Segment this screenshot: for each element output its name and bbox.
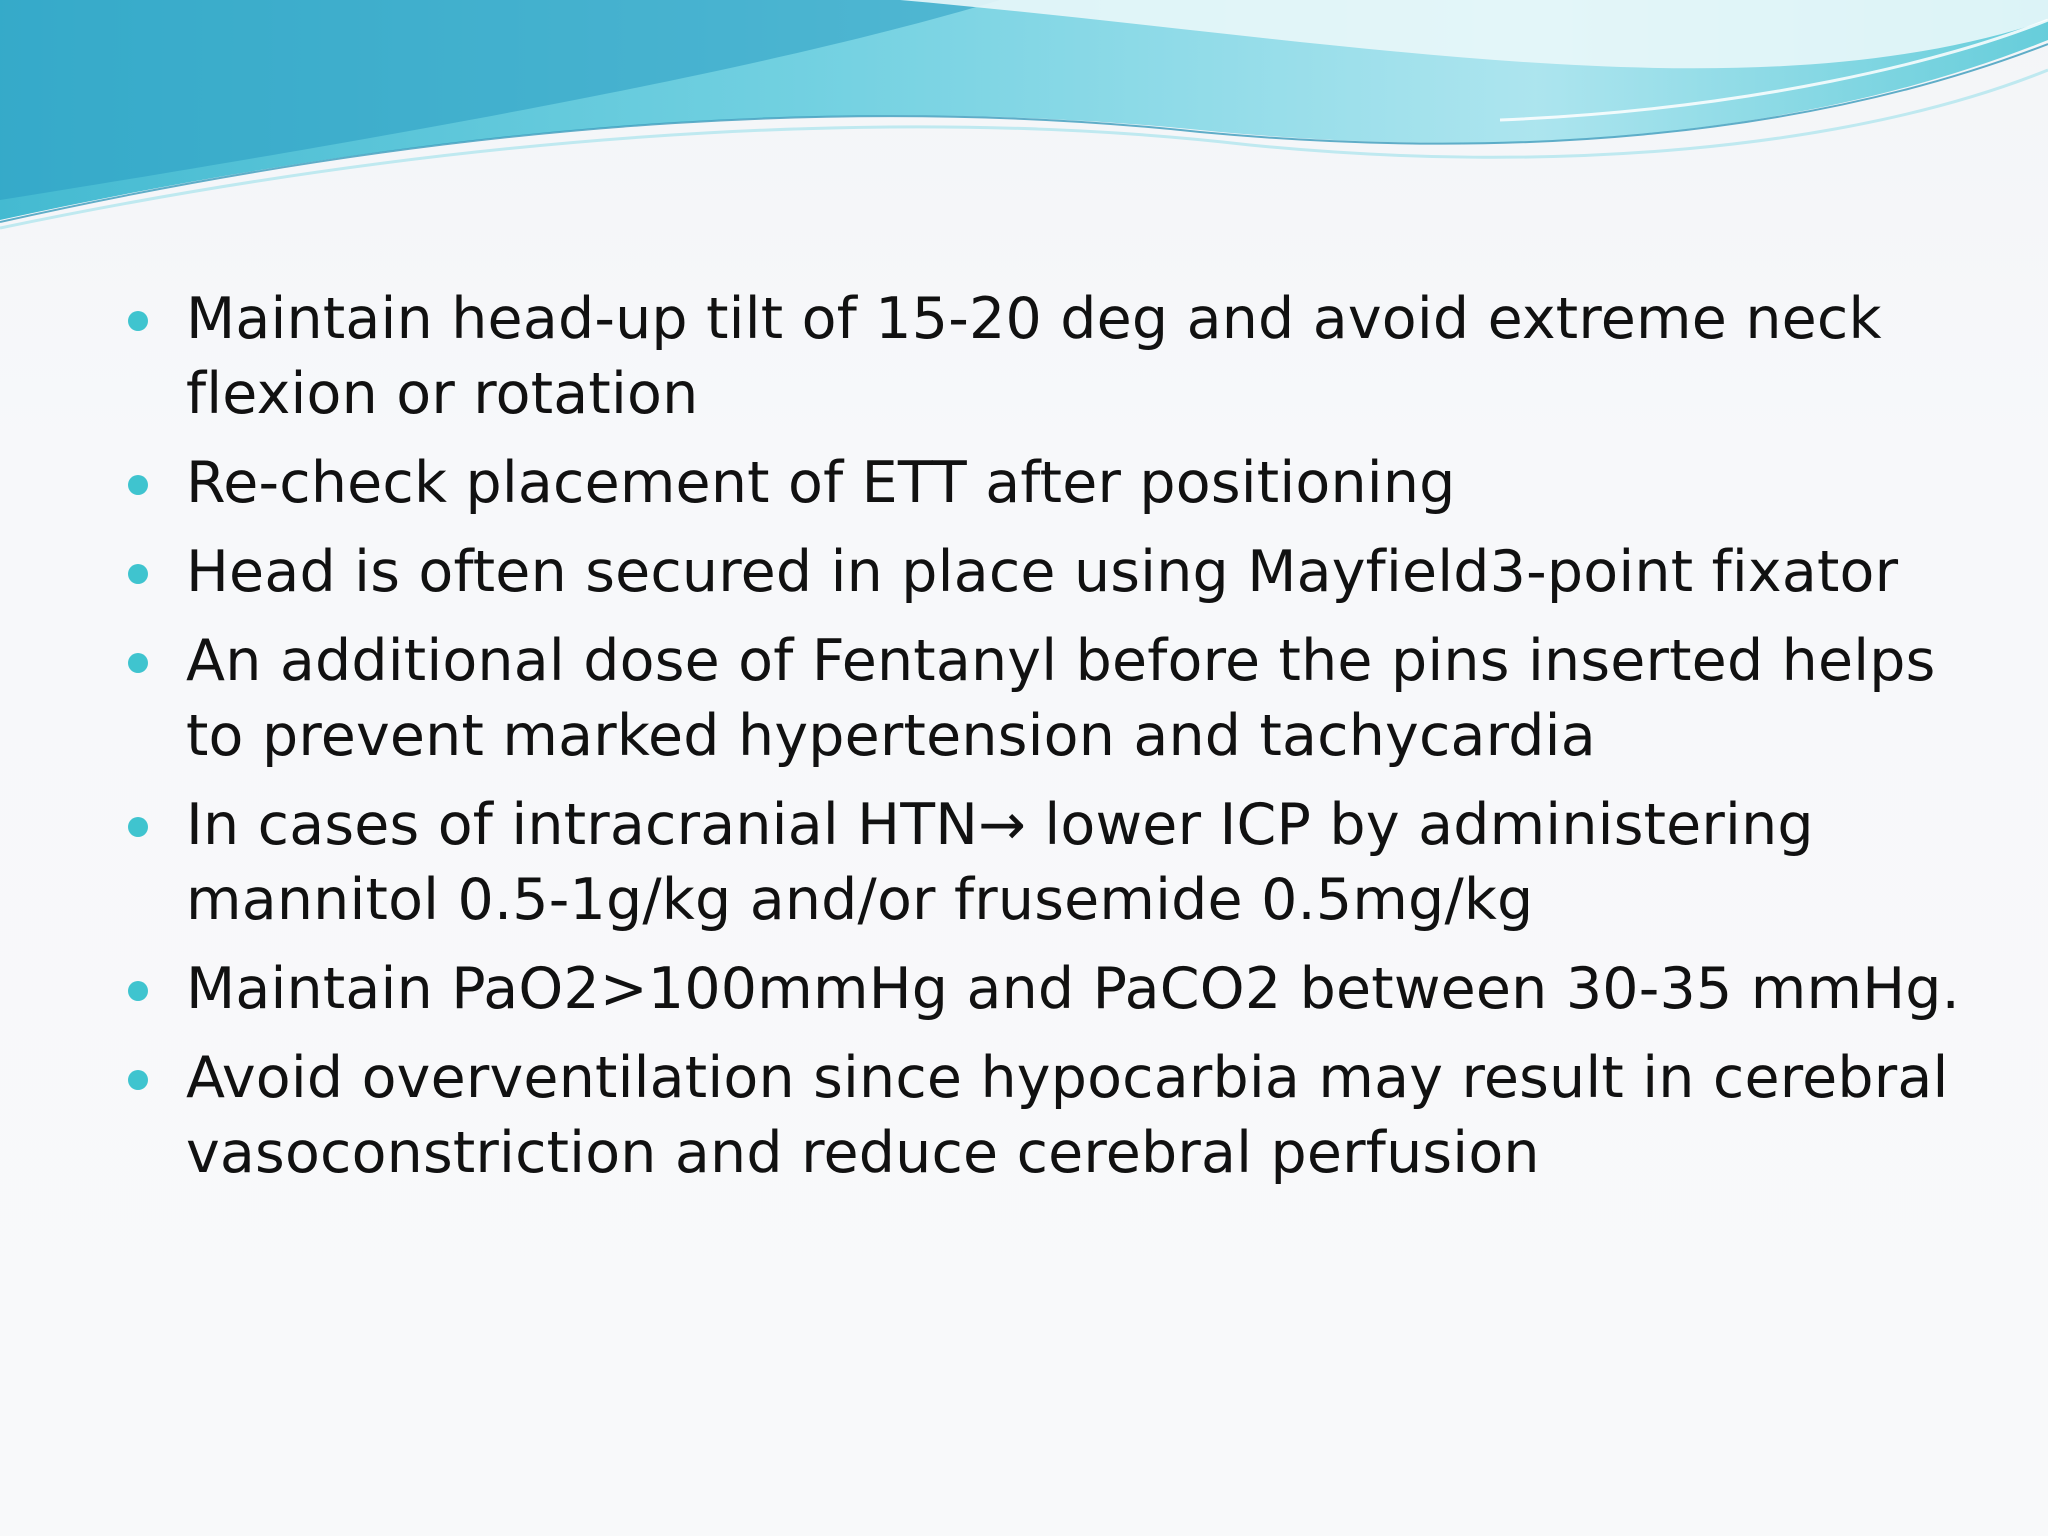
bullet-text: Head is often secured in place using Mayfield3-point fixator xyxy=(186,539,1899,605)
bullet-text: Avoid overventilation since hypocarbia may result in cerebral vasoconstriction and reduce cerebral perfusion xyxy=(186,1045,1949,1186)
bullet-text: Re-check placement of ETT after positioning xyxy=(186,450,1456,516)
bullet-item xyxy=(126,1041,1986,1191)
bullet-list xyxy=(126,282,1986,1205)
bullet-dot-icon xyxy=(128,311,148,331)
bullet-item xyxy=(126,446,1986,521)
bullet-item xyxy=(126,952,1986,1027)
bullet-item xyxy=(126,282,1986,432)
bullet-text: Maintain head-up tilt of 15-20 deg and avoid extreme neck flexion or rotation xyxy=(186,286,1882,427)
bullet-dot-icon xyxy=(128,817,148,837)
bullet-dot-icon xyxy=(128,475,148,495)
bullet-item xyxy=(126,535,1986,610)
bullet-dot-icon xyxy=(128,564,148,584)
header-wave-decoration xyxy=(0,0,2048,240)
bullet-dot-icon xyxy=(128,981,148,1001)
bullet-item xyxy=(126,624,1986,774)
bullet-text: Maintain PaO2>100mmHg and PaCO2 between 30-35 mmHg. xyxy=(186,956,1960,1022)
bullet-text: An additional dose of Fentanyl before the pins inserted helps to prevent marked hypertension and tachycardia xyxy=(186,628,1936,769)
bullet-dot-icon xyxy=(128,653,148,673)
bullet-text: In cases of intracranial HTN→ lower ICP by administering mannitol 0.5-1g/kg and/or frusemide 0.5mg/kg xyxy=(186,792,1814,933)
bullet-dot-icon xyxy=(128,1070,148,1090)
bullet-item xyxy=(126,788,1986,938)
